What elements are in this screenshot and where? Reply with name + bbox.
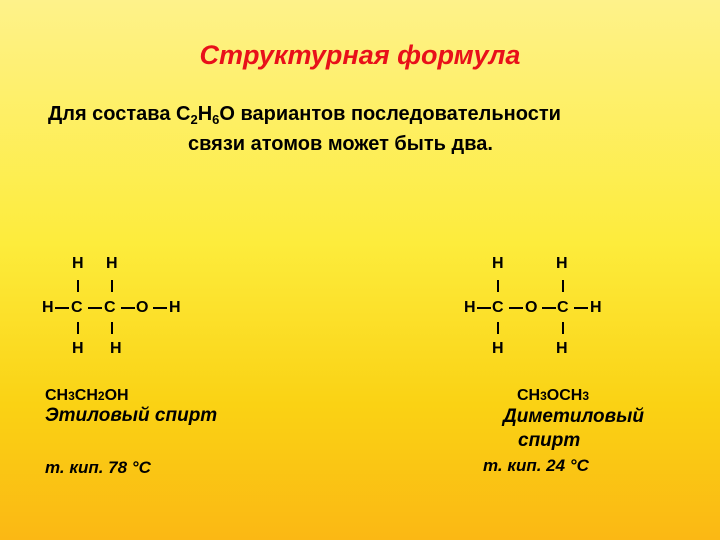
ethanol-h-left: H xyxy=(42,299,54,316)
intro-sub-h: 6 xyxy=(212,112,220,127)
ethanol-bond-h2 xyxy=(88,307,102,309)
ether-f-part: CH xyxy=(517,387,541,404)
ether-bond-top1 xyxy=(497,280,499,292)
ethanol-bond-bot2 xyxy=(111,322,113,334)
ethanol-h-right: H xyxy=(169,299,181,316)
slide-title: Структурная формула xyxy=(199,40,521,70)
intro-line2: связи атомов может быть два. xyxy=(188,133,493,155)
ether-c2: C xyxy=(557,299,569,316)
ethanol-h-bot1: H xyxy=(72,340,84,357)
ethanol-h-bot2: H xyxy=(110,340,122,357)
ether-boiling-point: т. кип. 24 °С xyxy=(483,456,589,475)
ethanol-f-sub: 2 xyxy=(97,389,105,403)
ethanol-f-part: CH xyxy=(45,387,69,404)
ethanol-h-top2: H xyxy=(106,255,118,272)
ether-name-line1: Диметиловый xyxy=(503,406,644,427)
ether-h-bot1: H xyxy=(492,340,504,357)
ethanol-o: O xyxy=(136,299,149,316)
ethanol-f-part: OH xyxy=(104,387,129,404)
intro-suffix: О вариантов последовательности xyxy=(219,103,561,125)
intro-sub-c: 2 xyxy=(190,112,198,127)
ether-bond-bot1 xyxy=(497,322,499,334)
ethanol-bond-bot1 xyxy=(77,322,79,334)
ethanol-bond-top2 xyxy=(111,280,113,292)
ethanol-bond-h4 xyxy=(153,307,167,309)
ether-h-left: H xyxy=(464,299,476,316)
ether-bond-bot2 xyxy=(562,322,564,334)
ether-f-sub: 3 xyxy=(582,389,590,403)
ether-condensed-formula xyxy=(517,387,589,405)
ether-h-right: H xyxy=(590,299,602,316)
ethanol-f-sub: 3 xyxy=(68,389,75,403)
ether-o: O xyxy=(525,299,538,316)
ether-h-top1: H xyxy=(492,255,504,272)
ether-bond-h2 xyxy=(509,307,523,309)
ether-bond-h1 xyxy=(477,307,491,309)
ether-bond-top2 xyxy=(562,280,564,292)
intro-text xyxy=(48,102,688,156)
ethanol-bond-h3 xyxy=(121,307,135,309)
ethanol-name: Этиловый спирт xyxy=(45,405,218,426)
ether-f-part: OCH xyxy=(546,387,583,404)
intro-prefix: Для состава С xyxy=(48,103,191,125)
ethanol-bond-top1 xyxy=(77,280,79,292)
ether-name-line2: спирт xyxy=(518,430,581,451)
ethanol-condensed-formula xyxy=(45,387,129,405)
ethanol-boiling-point: т. кип. 78 °С xyxy=(45,458,151,477)
ethanol-f-part: CH xyxy=(74,387,98,404)
ethanol-c1: C xyxy=(71,299,83,316)
intro-h: Н xyxy=(197,103,213,125)
ether-bond-h3 xyxy=(542,307,556,309)
ethanol-h-top1: H xyxy=(72,255,84,272)
ethanol-c2: C xyxy=(104,299,116,316)
ether-bond-h4 xyxy=(574,307,588,309)
ether-h-top2: H xyxy=(556,255,568,272)
ether-h-bot2: H xyxy=(556,340,568,357)
ether-c1: C xyxy=(492,299,504,316)
ethanol-bond-h1 xyxy=(55,307,69,309)
ether-f-sub: 3 xyxy=(540,389,547,403)
